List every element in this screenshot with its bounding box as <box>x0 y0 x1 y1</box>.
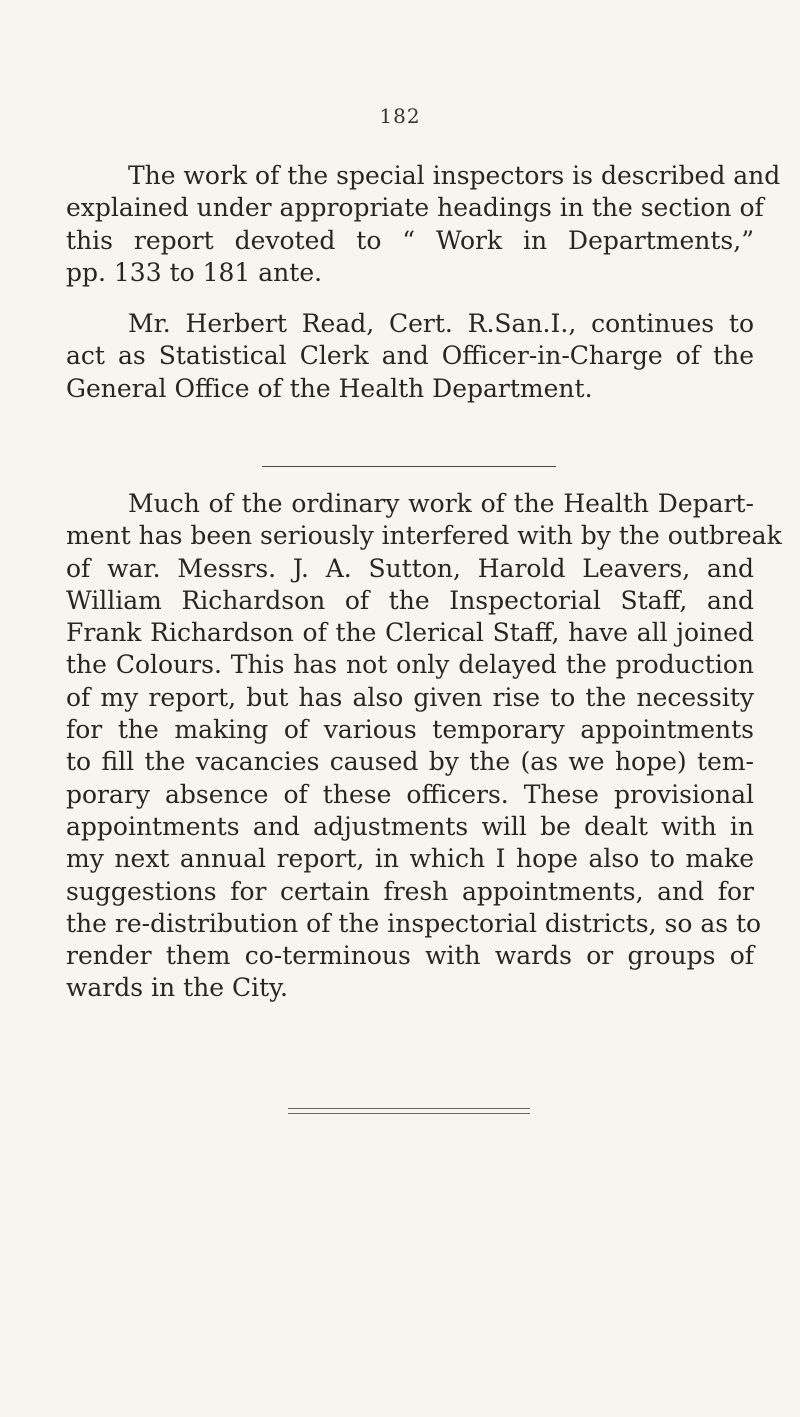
text-line: wards in the City. <box>66 973 288 1003</box>
text-line: appointments and adjustments will be dealt with in <box>66 811 754 841</box>
text-line: The work of the special inspectors is described and <box>128 161 781 190</box>
text-line: suggestions for certain fresh appointments, and for <box>66 876 754 906</box>
text-line: of my report, but has also given rise to the necessity <box>66 682 754 712</box>
text-line: Mr. Herbert Read, Cert. R.San.I., continues to <box>128 309 754 338</box>
page-number: 182 <box>379 104 421 128</box>
text-line: porary absence of these officers. These provisional <box>66 779 754 809</box>
text-line: of war. Messrs. J. A. Sutton, Harold Leavers, and <box>66 553 754 583</box>
text-line: to fill the vacancies caused by the (as we hope) tem- <box>66 747 754 777</box>
paragraph-special-inspectors <box>66 160 781 289</box>
text-line: act as Statistical Clerk and Officer-in-Charge of the <box>66 341 754 371</box>
text-line: ment has been seriously interfered with by the outbreak <box>66 521 782 551</box>
text-line: Frank Richardson of the Clerical Staff, have all joined <box>66 618 754 648</box>
text-line: William Richardson of the Inspectorial Staff, and <box>66 585 754 615</box>
text-line: explained under appropriate headings in the section of <box>66 193 764 223</box>
text-line: the Colours. This has not only delayed the production <box>66 650 754 680</box>
paragraph-outbreak-of-war <box>66 488 782 1005</box>
text-line: Much of the ordinary work of the Health Depart- <box>128 489 754 518</box>
end-divider <box>288 1108 530 1114</box>
paragraph-statistical-clerk <box>66 308 754 405</box>
text-line: the re-distribution of the inspectorial districts, so as to <box>66 908 762 938</box>
text-line: this report devoted to “ Work in Departments,” <box>66 225 754 255</box>
text-line: my next annual report, in which I hope also to make <box>66 844 754 874</box>
text-line: render them co-terminous with wards or groups of <box>66 941 754 971</box>
text-line: for the making of various temporary appointments <box>66 715 754 745</box>
section-divider <box>262 466 556 467</box>
text-line: General Office of the Health Department. <box>66 373 593 403</box>
text-line: pp. 133 to 181 ante. <box>66 257 323 287</box>
